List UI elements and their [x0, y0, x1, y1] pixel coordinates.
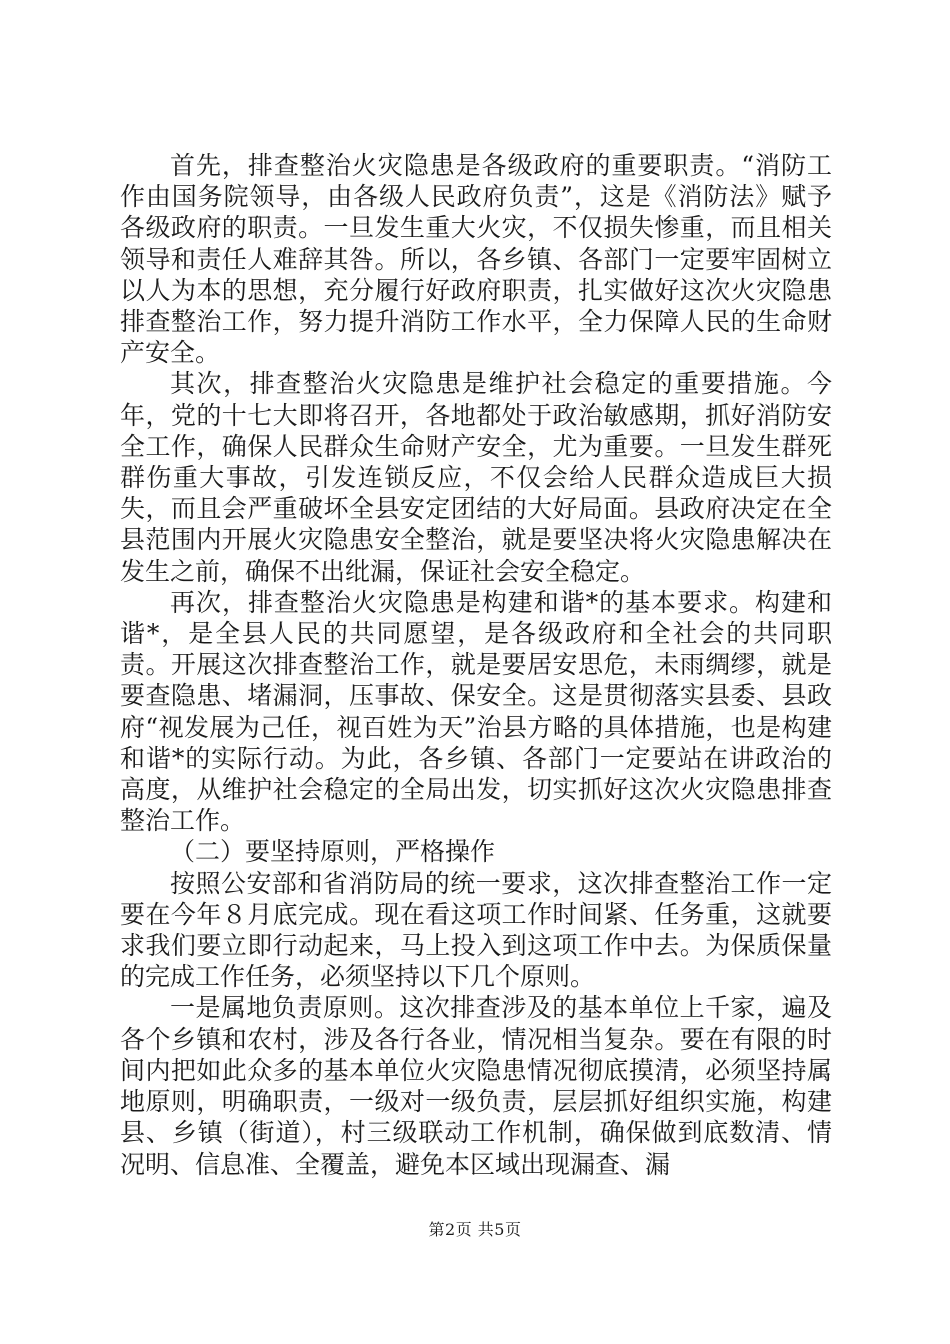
page-number-footer: 第2页 共5页: [428, 1220, 522, 1239]
paragraph-first-duty: 首先，排查整治火灾隐患是各级政府的重要职责。“消防工作由国务院领导，由各级人民政府负责”，这是《消防法》赋予各级政府的职责。一旦发生重大火灾，不仅损失惨重，而且相关领导和责任人难辞其咎。所以，各乡镇、各部门一定要牢固树立以人为本的思想，充分履行好政府职责，扎实做好这次火灾隐患排查整治工作，努力提升消防工作水平，全力保障人民的生命财产安全。: [120, 151, 832, 368]
paragraph-principle-one: 一是属地负责原则。这次排查涉及的基本单位上千家，遍及各个乡镇和农村，涉及各行各业，情况相当复杂。要在有限的时间内把如此众多的基本单位火灾隐患情况彻底摸清，必须坚持属地原则，明确职责，一级对一级负责，层层抓好组织实施，构建县、乡镇（街道），村三级联动工作机制，确保做到底数清、情况明、信息准、全覆盖，避免本区域出现漏查、漏: [120, 993, 832, 1179]
paragraph-third-harmony: 再次，排查整治火灾隐患是构建和谐*的基本要求。构建和谐*，是全县人民的共同愿望，是各级政府和全社会的共同职责。开展这次排查整治工作，就是要居安思危，未雨绸缪，就是要查隐患、堵漏洞，压事故、保安全。这是贯彻落实县委、县政府“视发展为己任，视百姓为天”治县方略的具体措施，也是构建和谐*的实际行动。为此，各乡镇、各部门一定要站在讲政治的高度，从维护社会稳定的全局出发，切实抓好这次火灾隐患排查整治工作。: [120, 587, 832, 836]
paragraph-requirements: 按照公安部和省消防局的统一要求，这次排查整治工作一定要在今年８月底完成。现在看这项工作时间紧、任务重，这就要求我们要立即行动起来，马上投入到这项工作中去。为保质保量的完成工作任务，必须坚持以下几个原则。: [120, 868, 832, 992]
section-heading: （二）要坚持原则，严格操作: [170, 837, 496, 867]
document-body: [120, 150, 832, 1180]
paragraph-second-stability: 其次，排查整治火灾隐患是维护社会稳定的重要措施。今年，党的十七大即将召开，各地都处于政治敏感期，抓好消防安全工作，确保人民群众生命财产安全，尤为重要。一旦发生群死群伤重大事故，引发连锁反应，不仅会给人民群众造成巨大损失，而且会严重破坏全县安定团结的大好局面。县政府决定在全县范围内开展火灾隐患安全整治，就是要坚决将火灾隐患解决在发生之前，确保不出纰漏，保证社会安全稳定。: [120, 369, 832, 586]
